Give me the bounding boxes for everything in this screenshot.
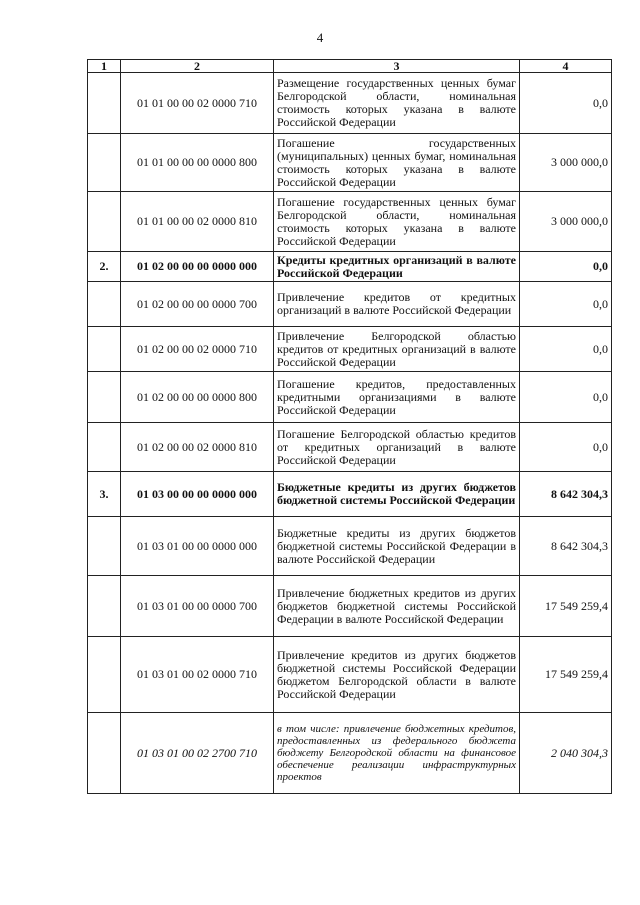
budget-code: 01 02 00 00 00 0000 000 — [121, 252, 274, 282]
table-row — [88, 713, 612, 794]
row-number — [88, 637, 121, 713]
budget-code: 01 02 00 00 02 0000 710 — [121, 327, 274, 372]
row-description: Погашение государственных (муниципальных) ценных бумаг, номинальная стоимость которых указана в валюте Российской Федерации — [274, 134, 520, 192]
header-col-1: 1 — [88, 60, 121, 73]
row-number — [88, 517, 121, 576]
row-number — [88, 327, 121, 372]
row-number — [88, 134, 121, 192]
row-description: Привлечение бюджетных кредитов из других бюджетов бюджетной системы Российской Федерации в валюте Российской Федерации — [274, 576, 520, 637]
row-number — [88, 713, 121, 794]
row-amount: 0,0 — [520, 252, 612, 282]
row-description: Кредиты кредитных организаций в валюте Российской Федерации — [274, 252, 520, 282]
table-row — [88, 517, 612, 576]
row-description: Размещение государственных ценных бумаг Белгородской области, номинальная стоимость которых указана в валюте Российской Федерации — [274, 73, 520, 134]
row-number: 3. — [88, 472, 121, 517]
table-row — [88, 252, 612, 282]
header-col-3: 3 — [274, 60, 520, 73]
table-row — [88, 134, 612, 192]
row-amount: 3 000 000,0 — [520, 134, 612, 192]
row-description: Бюджетные кредиты из других бюджетов бюджетной системы Российской Федерации в валюте Российской Федерации — [274, 517, 520, 576]
row-number — [88, 576, 121, 637]
table-row — [88, 327, 612, 372]
budget-code: 01 02 00 00 00 0000 800 — [121, 372, 274, 423]
row-description: Погашение государственных ценных бумаг Белгородской области, номинальная стоимость которых указана в валюте Российской Федерации — [274, 192, 520, 252]
budget-code: 01 01 00 00 00 0000 800 — [121, 134, 274, 192]
budget-code: 01 01 00 00 02 0000 710 — [121, 73, 274, 134]
table-row — [88, 192, 612, 252]
page-number: 4 — [316, 30, 324, 45]
row-number — [88, 282, 121, 327]
table-row — [88, 576, 612, 637]
row-description: Погашение Белгородской областью кредитов от кредитных организаций в валюте Российской Федерации — [274, 423, 520, 472]
row-amount: 3 000 000,0 — [520, 192, 612, 252]
table-row — [88, 637, 612, 713]
table-row — [88, 472, 612, 517]
row-number — [88, 192, 121, 252]
row-description: в том числе: привлечение бюджетных кредитов, предоставленных из федерального бюджета бюджету Белгородской области на финансовое обеспечение реализации инфраструктурных проектов — [274, 713, 520, 794]
table-row — [88, 423, 612, 472]
table-row — [88, 73, 612, 134]
table-row — [88, 282, 612, 327]
row-description: Погашение кредитов, предоставленных кредитными организациями в валюте Российской Федерации — [274, 372, 520, 423]
row-amount: 0,0 — [520, 73, 612, 134]
sources-financing-table — [87, 59, 612, 794]
row-description: Привлечение кредитов от кредитных организаций в валюте Российской Федерации — [274, 282, 520, 327]
table-header-row — [88, 60, 612, 73]
table-row — [88, 372, 612, 423]
budget-code: 01 01 00 00 02 0000 810 — [121, 192, 274, 252]
header-col-2: 2 — [121, 60, 274, 73]
row-number — [88, 73, 121, 134]
budget-code: 01 03 01 00 00 0000 000 — [121, 517, 274, 576]
budget-code: 01 03 00 00 00 0000 000 — [121, 472, 274, 517]
row-amount: 0,0 — [520, 327, 612, 372]
row-number — [88, 423, 121, 472]
row-amount: 0,0 — [520, 423, 612, 472]
header-col-4: 4 — [520, 60, 612, 73]
row-amount: 17 549 259,4 — [520, 637, 612, 713]
row-amount: 8 642 304,3 — [520, 472, 612, 517]
row-amount: 0,0 — [520, 282, 612, 327]
row-description: Бюджетные кредиты из других бюджетов бюджетной системы Российской Федерации — [274, 472, 520, 517]
budget-code: 01 02 00 00 00 0000 700 — [121, 282, 274, 327]
row-number — [88, 372, 121, 423]
row-amount: 8 642 304,3 — [520, 517, 612, 576]
budget-code: 01 03 01 00 00 0000 700 — [121, 576, 274, 637]
row-number: 2. — [88, 252, 121, 282]
budget-code: 01 02 00 00 02 0000 810 — [121, 423, 274, 472]
row-amount: 2 040 304,3 — [520, 713, 612, 794]
row-amount: 17 549 259,4 — [520, 576, 612, 637]
row-amount: 0,0 — [520, 372, 612, 423]
row-description: Привлечение кредитов из других бюджетов бюджетной системы Российской Федерации бюджетом Белгородской области в валюте Российской Федерации — [274, 637, 520, 713]
budget-code: 01 03 01 00 02 0000 710 — [121, 637, 274, 713]
row-description: Привлечение Белгородской областью кредитов от кредитных организаций в валюте Российской Федерации — [274, 327, 520, 372]
budget-code: 01 03 01 00 02 2700 710 — [121, 713, 274, 794]
